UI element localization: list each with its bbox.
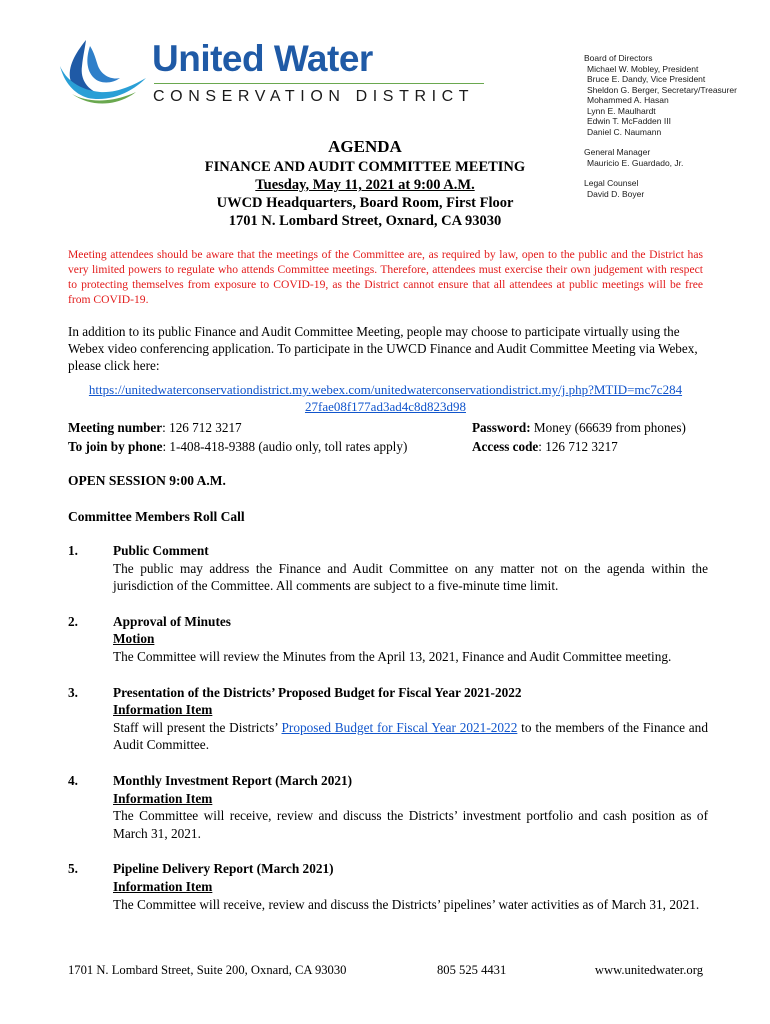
item-title: Approval of Minutes — [113, 613, 231, 629]
legal-counsel-heading: Legal Counsel — [584, 178, 639, 188]
director: Michael W. Mobley, President — [587, 63, 699, 74]
item-description: The Committee will review the Minutes from the April 13, 2021, Finance and Audit Committee meeting. — [113, 648, 672, 664]
director: Edwin T. McFadden III — [587, 116, 671, 126]
meeting-address: 1701 N. Lombard Street, Oxnard, CA 93030 — [228, 213, 502, 229]
meeting-password: Password: Money (66639 from phones) — [472, 420, 686, 435]
webex-link-line[interactable]: https://unitedwaterconservationdistrict.my.webex.com/unitedwaterconservationdistrict.my/j.php?MTID=mc7c284 — [88, 382, 683, 397]
item-title: Public Comment — [113, 543, 209, 558]
general-manager-heading: General Manager — [584, 147, 651, 157]
access-code: Access code: 126 712 3217 — [472, 439, 618, 454]
agenda-item — [68, 542, 708, 595]
footer-website[interactable]: www.unitedwater.org — [594, 963, 703, 977]
page-footer — [68, 961, 703, 979]
footer-phone: 805 525 4431 — [437, 963, 507, 977]
district-logo — [56, 36, 475, 110]
item-type: Information Item — [113, 790, 213, 806]
webex-paragraph: In addition to its public Finance and Audit Committee Meeting, people may choose to participate virtually using the Webex video conferencing application. To participate in the UWCD Finance and Audit Committee Meeting via Webex, please click here: — [68, 324, 698, 373]
board-heading: Board of Directors — [584, 53, 653, 63]
district-name: United Water — [152, 38, 373, 79]
agenda-item — [68, 684, 708, 754]
item-description: The Committee will receive, review and discuss the Districts’ investment portfolio and cash position as of March 31, 2021. — [113, 808, 708, 841]
webex-link-line[interactable]: 27fae08f177ad3ad4c8d823d98 — [304, 399, 466, 414]
director: Sheldon G. Berger, Secretary/Treasurer — [587, 84, 737, 95]
phone-join: To join by phone: 1-408-418-9388 (audio only, toll rates apply) — [68, 439, 408, 454]
item-description: Staff will present the Districts’ Proposed Budget for Fiscal Year 2021-2022 to the members of the Finance and Audit Committee. — [113, 719, 708, 753]
meeting-name: FINANCE AND AUDIT COMMITTEE MEETING — [204, 159, 526, 175]
agenda-items — [68, 542, 708, 931]
item-number: 2. — [68, 613, 78, 629]
agenda-heading: AGENDA — [328, 137, 402, 156]
legal-counsel: David D. Boyer — [587, 188, 645, 199]
director: Bruce E. Dandy, Vice President — [587, 74, 706, 84]
item-type: Information Item — [113, 878, 213, 894]
item-type: Motion — [113, 631, 155, 647]
budget-link[interactable]: Proposed Budget for Fiscal Year 2021-2022 — [281, 719, 518, 735]
agenda-item — [68, 613, 708, 666]
agenda-item — [68, 860, 708, 913]
open-session-heading: OPEN SESSION 9:00 A.M. — [68, 473, 226, 488]
item-title: Pipeline Delivery Report (March 2021) — [113, 861, 334, 877]
footer-address: 1701 N. Lombard Street, Suite 200, Oxnard, CA 93030 — [68, 963, 347, 977]
director: Mohammed A. Hasan — [587, 95, 669, 105]
item-number: 1. — [68, 543, 78, 558]
item-description: The Committee will receive, review and discuss the Districts’ pipelines’ water activities as of March 31, 2021. — [113, 896, 700, 912]
meeting-number: Meeting number: 126 712 3217 — [68, 420, 242, 435]
general-manager: Mauricio E. Guardado, Jr. — [587, 157, 684, 168]
item-number: 3. — [68, 684, 78, 700]
covid-notice: Meeting attendees should be aware that the meetings of the Committee are, as required by law, open to the public and the District has very limited powers to regulate who attends Committee meetings. Therefore, attendees must exercise their own judgement with respect to protecting themselves from exposure to COVID-19, as the District cannot ensure that all attendees at public meetings will be free from COVID-19. — [68, 248, 703, 306]
item-title: Presentation of the Districts’ Proposed Budget for Fiscal Year 2021-2022 — [113, 684, 522, 700]
logo-divider — [154, 83, 484, 84]
water-drop-logo-icon — [56, 36, 150, 110]
district-subtitle: CONSERVATION DISTRICT — [153, 88, 475, 105]
item-title: Monthly Investment Report (March 2021) — [113, 772, 353, 788]
board-roster — [584, 53, 770, 209]
item-type: Information Item — [113, 702, 213, 718]
roll-call-heading: Committee Members Roll Call — [68, 509, 245, 524]
item-description: The public may address the Finance and Audit Committee on any matter not on the agenda within the jurisdiction of the Committee. All comments are subject to a five-minute time limit. — [113, 560, 708, 594]
agenda-title-block — [170, 136, 560, 230]
item-number: 5. — [68, 861, 78, 877]
item-number: 4. — [68, 772, 78, 788]
agenda-item — [68, 772, 708, 842]
meeting-date: Tuesday, May 11, 2021 at 9:00 A.M. — [255, 177, 475, 193]
meeting-location: UWCD Headquarters, Board Room, First Floor — [216, 195, 514, 211]
director: Lynn E. Maulhardt — [587, 105, 656, 116]
director: Daniel C. Naumann — [587, 126, 662, 137]
webex-link[interactable] — [68, 381, 703, 415]
meeting-info — [68, 418, 708, 456]
